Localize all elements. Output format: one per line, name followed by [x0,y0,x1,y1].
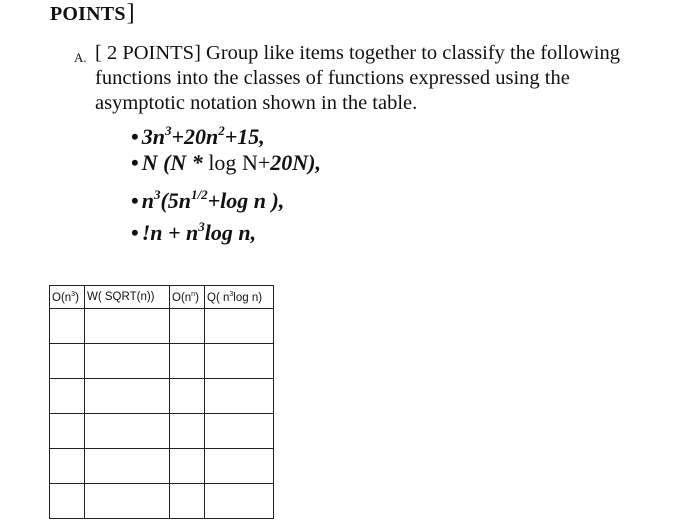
table-cell[interactable] [205,379,274,414]
table-cell[interactable] [50,484,85,519]
table-row [50,414,274,449]
table-row [50,379,274,414]
function-text: !n + n [141,220,199,245]
column-header: $O(n^3)$ [50,286,85,309]
exponent: 3 [164,123,172,138]
table-cell[interactable] [205,484,274,519]
table-cell[interactable] [205,344,274,379]
question-label: A. [74,50,87,65]
table-row [50,449,274,484]
function-text: N (N * [141,150,209,175]
table-cell[interactable] [205,449,274,484]
table-cell[interactable] [170,414,205,449]
exponent: 2 [218,123,225,138]
table-row [50,484,274,519]
table-cell[interactable] [50,414,85,449]
function-text: N+ [236,150,271,175]
function-item-1 [131,117,321,149]
bullet: • [131,188,139,213]
table-cell[interactable] [50,309,85,344]
function-text: log [208,150,237,175]
function-text: n [141,188,154,213]
function-text: +15, [224,124,265,149]
table-cell[interactable] [50,449,85,484]
table-cell[interactable] [170,379,205,414]
function-text: +log n ), [207,188,285,213]
function-item-4 [131,213,321,245]
table-cell[interactable] [85,344,170,379]
table-cell[interactable] [85,414,170,449]
bullet: • [131,124,139,149]
table-cell[interactable] [170,449,205,484]
table-cell[interactable] [170,344,205,379]
table-cell[interactable] [85,449,170,484]
exponent: 3 [198,219,205,234]
exponent: 3 [153,187,161,202]
exponent: 1/2 [191,187,208,202]
function-text: 3n [141,124,165,149]
table-cell[interactable] [50,344,85,379]
function-text: +20n [171,124,219,149]
table-cell[interactable] [205,414,274,449]
column-header: Q( $n^3\log$ n) [205,286,274,309]
table-cell[interactable] [170,484,205,519]
table-row [50,309,274,344]
column-header: W( SQRT(n)) [85,286,170,309]
page-header [50,0,135,27]
table-cell[interactable] [50,379,85,414]
function-text: (5n [160,188,192,213]
table-cell[interactable] [85,484,170,519]
table-body [50,309,274,519]
table-cell[interactable] [205,309,274,344]
header-title: POINTS [50,3,126,25]
table-row [50,344,274,379]
function-text: 20N), [270,150,321,175]
bullet: • [131,150,139,175]
function-text: log n, [204,220,257,245]
classification-table [49,285,274,519]
column-header: $O(n^n)$ [170,286,205,309]
bullet: • [131,220,139,245]
table-cell[interactable] [170,309,205,344]
function-list [131,117,321,245]
function-item-3 [131,181,321,213]
question-text: [ 2 POINTS] Group like items together to classify the following functions into the classes of functions expressed using the asymptotic notation shown in the table. [95,42,620,114]
table-cell[interactable] [85,379,170,414]
function-item-2 [131,149,321,181]
header-bracket: ] [126,0,135,26]
table-cell[interactable] [85,309,170,344]
table-header-row [50,286,274,309]
